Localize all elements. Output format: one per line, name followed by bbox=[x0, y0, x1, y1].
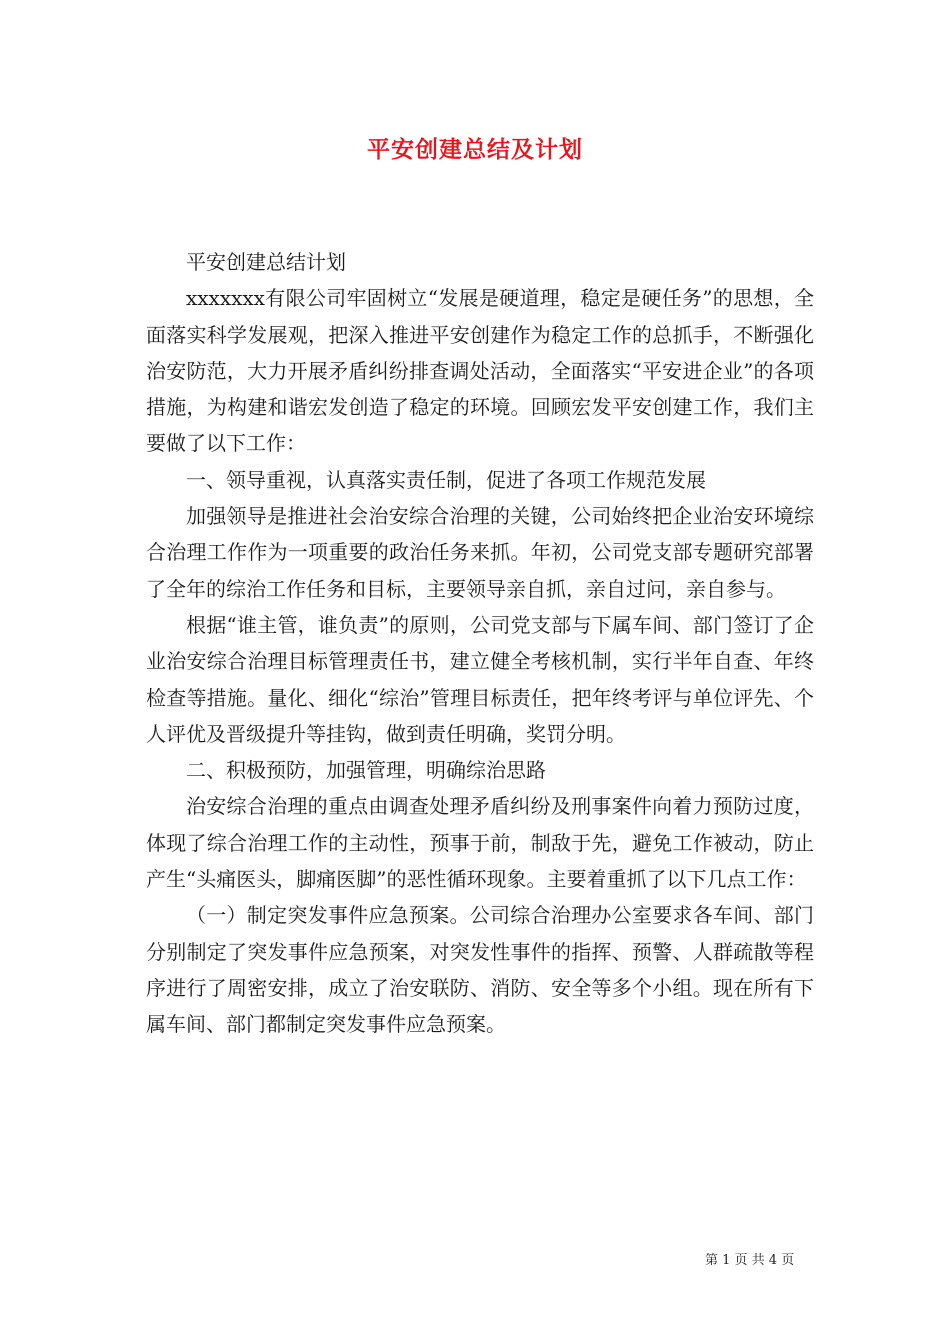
paragraph: 加强领导是推进社会治安综合治理的关键，公司始终把企业治安环境综合治理工作作为一项重要的政治任务来抓。年初，公司党支部专题研究部署了全年的综治工作任务和目标，主要领导亲自抓，亲自过问，亲自参与。 bbox=[146, 504, 814, 601]
document-title: 平安创建总结及计划 bbox=[367, 136, 583, 163]
paragraph: 根据“谁主管，谁负责”的原则，公司党支部与下属车间、部门签订了企业治安综合治理目标管理责任书，建立健全考核机制，实行半年自查、年终检查等措施。量化、细化“综治”管理目标责任，把年终考评与单位评先、个人评优及晋级提升等挂钩，做到责任明确，奖罚分明。 bbox=[146, 612, 814, 746]
paragraph: （一）制定突发事件应急预案。公司综合治理办公室要求各车间、部门分别制定了突发事件应急预案，对突发性事件的指挥、预警、人群疏散等程序进行了周密安排，成立了治安联防、消防、安全等多个小组。现在所有下属车间、部门都制定突发事件应急预案。 bbox=[146, 903, 814, 1037]
paragraph-heading: 平安创建总结计划 bbox=[186, 250, 346, 274]
page-number: 第 1 页 共 4 页 bbox=[705, 1253, 795, 1268]
section-heading-1: 一、领导重视，认真落实责任制，促进了各项工作规范发展 bbox=[186, 467, 706, 492]
document-body bbox=[146, 244, 814, 1043]
paragraph-intro: xxxxxxx有限公司牢固树立“发展是硬道理，稳定是硬任务”的思想，全面落实科学发展观，把深入推进平安创建作为稳定工作的总抓手，不断强化治安防范，大力开展矛盾纠纷排查调处活动，全面落实“平安进企业”的各项措施，为构建和谐宏发创造了稳定的环境。回顾宏发平安创建工作，我们主要做了以下工作： bbox=[146, 286, 814, 456]
section-heading-2: 二、积极预防，加强管理，明确综治思路 bbox=[186, 758, 546, 783]
paragraph: 治安综合治理的重点由调查处理矛盾纠纷及刑事案件向着力预防过度，体现了综合治理工作的主动性，预事于前，制敌于先，避免工作被动，防止产生“头痛医头，脚痛医脚”的恶性循环现象。主要着重抓了以下几点工作： bbox=[146, 794, 814, 892]
